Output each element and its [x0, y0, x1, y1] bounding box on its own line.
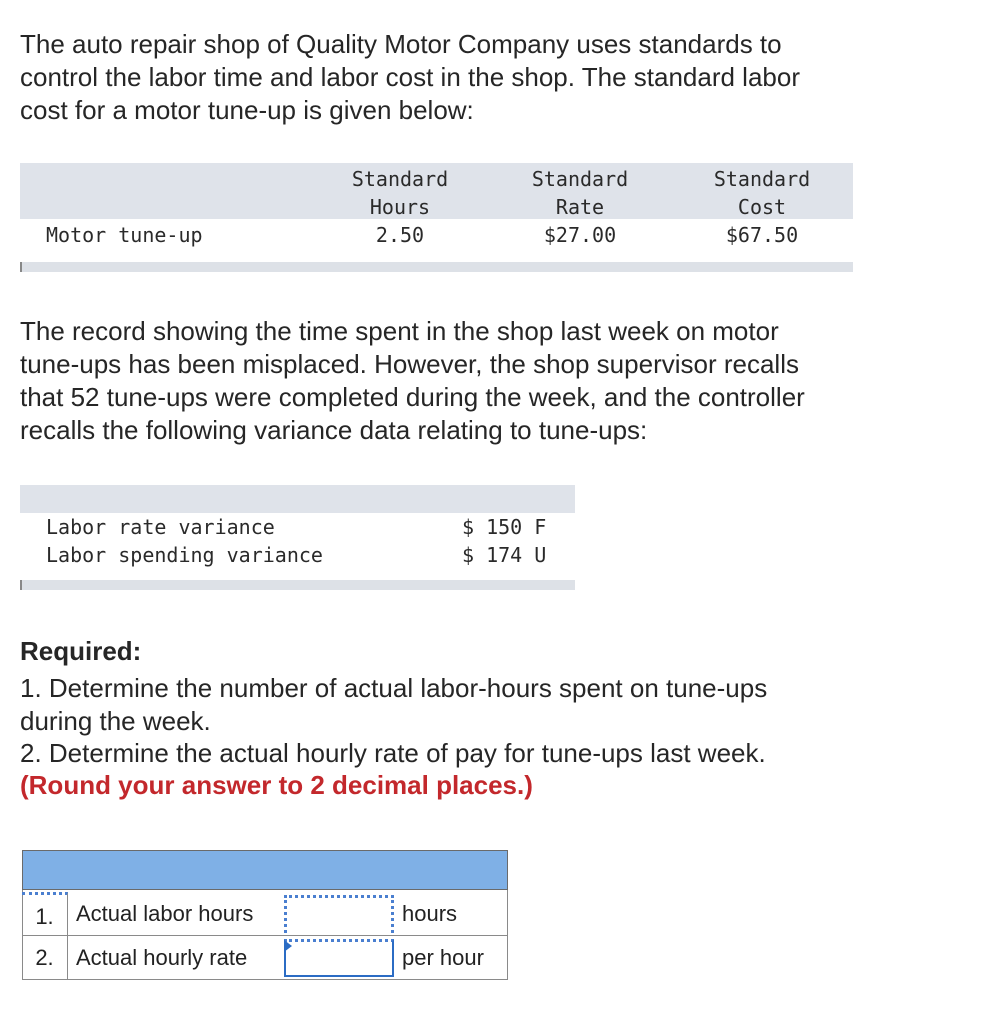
variance-label: Labor rate variance	[46, 515, 275, 539]
intro-line-3: cost for a motor tune-up is given below:	[20, 95, 474, 125]
table-header-band	[20, 485, 575, 513]
table-row	[20, 513, 575, 541]
answer-table-header	[22, 850, 508, 890]
record-line-3: that 52 tune-ups were completed during the week, and the controller	[20, 382, 805, 412]
table-row	[20, 541, 575, 569]
variance-value: $ 174 U	[462, 543, 547, 567]
row-number: 1.	[22, 892, 68, 936]
table-bottom-rule	[20, 580, 575, 590]
record-paragraph	[20, 315, 950, 447]
header-cost-line2: Cost	[737, 195, 787, 219]
variance-label: Labor spending variance	[46, 543, 323, 567]
required-heading: Required:	[20, 636, 142, 666]
row-number: 2.	[22, 936, 68, 980]
row-label: Actual hourly rate	[76, 945, 248, 970]
header-rate-line2: Rate	[555, 195, 605, 219]
intro-line-1: The auto repair shop of Quality Motor Company uses standards to	[20, 29, 782, 59]
required-item-1-line-2: during the week.	[20, 706, 211, 736]
header-rate-line1: Standard	[531, 167, 629, 191]
answer-row-actual-labor-hours	[22, 892, 508, 936]
answer-row-actual-hourly-rate	[22, 936, 508, 980]
variance-value: $ 150 F	[462, 515, 547, 539]
record-line-1: The record showing the time spent in the shop last week on motor	[20, 316, 779, 346]
required-item-2: 2. Determine the actual hourly rate of pay for tune-ups last week.	[20, 738, 766, 768]
required-item-1-line-1: 1. Determine the number of actual labor-hours spent on tune-ups	[20, 673, 768, 703]
row-label-motor-tune-up: Motor tune-up	[46, 223, 203, 247]
header-cost-line1: Standard	[713, 167, 811, 191]
row-unit: hours	[402, 901, 458, 926]
header-hours-line2: Hours	[369, 195, 431, 219]
active-field-marker-icon	[284, 940, 292, 952]
row-label: Actual labor hours	[76, 901, 254, 926]
table-bottom-rule	[20, 262, 853, 272]
answer-table	[22, 850, 508, 980]
rounding-note: (Round your answer to 2 decimal places.)	[20, 770, 533, 800]
row-rate-value: $27.00	[543, 223, 617, 247]
record-line-2: tune-ups has been misplaced. However, the shop supervisor recalls	[20, 349, 799, 379]
intro-paragraph	[20, 28, 950, 127]
actual-labor-hours-input[interactable]	[284, 895, 394, 933]
required-item-1	[20, 672, 920, 738]
row-hours-value: 2.50	[375, 223, 425, 247]
record-line-4: recalls the following variance data relating to tune-ups:	[20, 415, 648, 445]
intro-line-2: control the labor time and labor cost in the shop. The standard labor	[20, 62, 800, 92]
row-cost-value: $67.50	[725, 223, 799, 247]
header-hours-line1: Standard	[351, 167, 449, 191]
actual-hourly-rate-input[interactable]	[284, 939, 394, 977]
row-unit: per hour	[402, 945, 484, 970]
